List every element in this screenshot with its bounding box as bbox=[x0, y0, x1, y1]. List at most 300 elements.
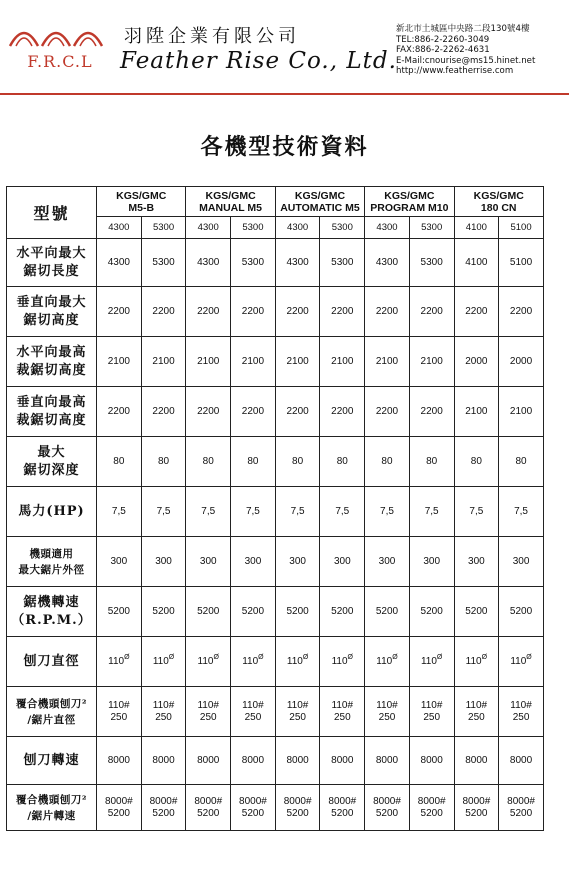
cell-value: 2200 bbox=[420, 305, 443, 317]
table-cell bbox=[499, 737, 544, 785]
table-cell bbox=[454, 239, 499, 287]
row-label bbox=[7, 387, 97, 437]
cell-value: 300 bbox=[110, 555, 128, 567]
letterhead bbox=[0, 0, 569, 96]
table-cell bbox=[275, 337, 320, 387]
table-cell bbox=[499, 537, 544, 587]
table-cell bbox=[231, 737, 276, 785]
table-row bbox=[7, 487, 544, 537]
table-row bbox=[7, 687, 544, 737]
cell-value: 80 bbox=[113, 455, 125, 467]
row-label-line: 刨刀直徑 bbox=[23, 653, 80, 669]
cell-value: 110# bbox=[197, 699, 219, 711]
diameter-sign: Ø bbox=[258, 653, 264, 661]
model-header-label: 型號 bbox=[7, 187, 97, 239]
cell-value: 5200 bbox=[197, 605, 220, 617]
cell-value: 7,5 bbox=[380, 505, 394, 517]
diameter-sign: Ø bbox=[213, 653, 219, 661]
cell-value: $110^Ø$ bbox=[510, 653, 532, 667]
table-cell bbox=[499, 487, 544, 537]
table-cell bbox=[454, 687, 499, 737]
cell-value: 5200 bbox=[375, 605, 399, 617]
cell-value: 2200 bbox=[197, 305, 220, 317]
table-cell bbox=[320, 387, 365, 437]
table-cell bbox=[454, 287, 499, 337]
table-cell bbox=[231, 687, 276, 737]
diameter-sign: Ø bbox=[302, 653, 309, 661]
cell-value: 5300 bbox=[152, 256, 175, 268]
row-label-line: （R.P.M.） bbox=[11, 612, 92, 628]
table-cell bbox=[365, 239, 410, 287]
table-cell bbox=[454, 387, 499, 437]
row-label-line: 鋸切高度 bbox=[23, 312, 80, 328]
row-label bbox=[7, 437, 97, 487]
cell-value: 2100 bbox=[152, 355, 175, 367]
cell-value: 7,5 bbox=[424, 505, 439, 517]
cell-value: 8000 bbox=[197, 754, 220, 766]
cell-value: 5200 bbox=[420, 605, 443, 617]
row-label bbox=[7, 487, 97, 537]
cell-value: 8000 bbox=[420, 754, 443, 766]
row-label bbox=[7, 687, 97, 737]
cell-value: 250 bbox=[289, 711, 306, 723]
row-label bbox=[7, 287, 97, 337]
row-label-line: 垂直向最大 bbox=[16, 294, 87, 310]
table-cell bbox=[365, 587, 410, 637]
cell-value: 300 bbox=[423, 555, 441, 567]
table-cell bbox=[186, 737, 231, 785]
cell-value: 250 bbox=[423, 711, 441, 723]
cell-value: 80 bbox=[470, 455, 482, 467]
cell-value: 250 bbox=[110, 711, 128, 723]
cell-value: 8000# bbox=[373, 795, 401, 807]
cell-value: 250 bbox=[199, 711, 217, 723]
model-length-0-1: 5300 bbox=[141, 217, 186, 239]
diameter-sign: Ø bbox=[347, 653, 353, 661]
model-name-2 bbox=[275, 187, 364, 217]
cell-value: 5200 bbox=[152, 605, 175, 617]
table-cell bbox=[186, 587, 231, 637]
table-cell bbox=[275, 537, 320, 587]
cell-value: 300 bbox=[468, 555, 485, 567]
table-cell bbox=[231, 587, 276, 637]
table-cell bbox=[275, 487, 320, 537]
cell-value: 110# bbox=[242, 699, 264, 711]
cell-value: 80 bbox=[381, 455, 393, 467]
cell-value: 110# bbox=[376, 699, 398, 711]
cell-value: 110# bbox=[286, 699, 309, 711]
row-label-line: 垂直向最高 bbox=[16, 394, 87, 410]
cell-value: 300 bbox=[289, 555, 306, 567]
cell-value: $110^Ø$ bbox=[286, 653, 309, 667]
cell-value: 8000 bbox=[331, 754, 354, 766]
row-label-line: /鋸片轉速 bbox=[27, 809, 76, 822]
table-cell bbox=[141, 239, 186, 287]
row-label bbox=[7, 737, 97, 785]
cell-value: 4300 bbox=[286, 256, 309, 268]
table-cell bbox=[186, 687, 231, 737]
table-cell bbox=[320, 239, 365, 287]
table-cell bbox=[141, 687, 186, 737]
model-name-4 bbox=[454, 187, 543, 217]
cell-value: 80 bbox=[515, 455, 527, 467]
cell-value: 2200 bbox=[152, 305, 175, 317]
model-name-line1: KGS/GMC bbox=[116, 189, 167, 202]
table-cell bbox=[365, 437, 410, 487]
contact-info bbox=[396, 24, 535, 77]
model-name-line1: KGS/GMC bbox=[294, 189, 346, 202]
cell-value: 2000 bbox=[509, 355, 533, 367]
cell-value: 2100 bbox=[509, 405, 533, 417]
row-label bbox=[7, 587, 97, 637]
cell-value: 7,5 bbox=[156, 505, 171, 517]
cell-value: 4300 bbox=[375, 256, 399, 268]
model-name-line1: KGS/GMC bbox=[473, 189, 524, 202]
table-cell bbox=[97, 487, 142, 537]
model-name-1 bbox=[186, 187, 275, 217]
row-label-line: 馬力(HP) bbox=[18, 503, 85, 519]
table-cell bbox=[365, 687, 410, 737]
table-cell bbox=[231, 637, 276, 687]
cell-value: $110^Ø$ bbox=[465, 653, 488, 667]
model-name-line2: PROGRAM M10 bbox=[370, 201, 449, 214]
model-name-line2: 180 CN bbox=[480, 201, 517, 214]
model-length-4-0: 4100 bbox=[454, 217, 499, 239]
model-length-3-1: 5300 bbox=[409, 217, 454, 239]
table-cell bbox=[454, 587, 499, 637]
cell-value: 5200 bbox=[286, 807, 309, 819]
table-cell bbox=[186, 537, 231, 587]
cell-value: 7,5 bbox=[469, 505, 484, 517]
cell-value: $110^Ø$ bbox=[152, 653, 175, 667]
table-cell bbox=[320, 737, 365, 785]
table-cell bbox=[141, 587, 186, 637]
arches-logo-icon bbox=[6, 16, 110, 56]
cell-value: 5300 bbox=[420, 256, 443, 268]
table-cell bbox=[97, 337, 142, 387]
table-cell bbox=[320, 487, 365, 537]
table-cell bbox=[97, 737, 142, 785]
table-cell bbox=[97, 437, 142, 487]
model-name-line2: MANUAL M5 bbox=[199, 201, 262, 214]
table-cell bbox=[97, 687, 142, 737]
cell-value: 8000# bbox=[104, 795, 133, 807]
cell-value: 250 bbox=[333, 711, 351, 723]
cell-value: 7,5 bbox=[245, 505, 260, 517]
cell-value: 80 bbox=[157, 455, 170, 467]
table-cell bbox=[320, 637, 365, 687]
row-label-line: 裁鋸切高度 bbox=[16, 412, 87, 428]
address-line: 新北市土城區中央路二段130號4樓 bbox=[396, 24, 530, 34]
cell-value: 110# bbox=[465, 699, 488, 711]
cell-value: 250 bbox=[512, 711, 530, 723]
cell-value: $110^Ø$ bbox=[108, 653, 130, 667]
cell-value: 5200 bbox=[331, 605, 354, 617]
row-label-line: 水平向最高 bbox=[16, 344, 87, 360]
table-cell bbox=[275, 587, 320, 637]
cell-value: 2200 bbox=[331, 405, 354, 417]
cell-value: 2200 bbox=[420, 405, 443, 417]
table-cell bbox=[320, 287, 365, 337]
table-row bbox=[7, 337, 544, 387]
row-label bbox=[7, 637, 97, 687]
cell-value: 5100 bbox=[509, 256, 533, 268]
model-name-3 bbox=[365, 187, 454, 217]
cell-value: 2100 bbox=[107, 355, 130, 367]
table-cell bbox=[141, 537, 186, 587]
table-cell bbox=[320, 587, 365, 637]
table-cell bbox=[97, 287, 142, 337]
cell-value: 2200 bbox=[107, 305, 130, 317]
row-label-line: 水平向最大 bbox=[16, 245, 87, 261]
table-row bbox=[7, 239, 544, 287]
cell-value: 5200 bbox=[286, 605, 309, 617]
cell-value: 7,5 bbox=[290, 505, 305, 517]
cell-value: 8000# bbox=[462, 795, 491, 807]
table-cell bbox=[97, 587, 142, 637]
model-length-2-1: 5300 bbox=[320, 217, 365, 239]
table-row bbox=[7, 437, 544, 487]
table-cell bbox=[320, 785, 365, 831]
tel-line: TEL:886-2-2260-3049 bbox=[396, 34, 490, 45]
table-cell bbox=[97, 537, 142, 587]
table-cell bbox=[231, 785, 276, 831]
row-label-line: 鋸機轉速 bbox=[23, 594, 80, 610]
cell-value: 2100 bbox=[420, 355, 443, 367]
cell-value: 8000 bbox=[152, 754, 175, 766]
row-label-line: 最大 bbox=[37, 444, 66, 460]
table-cell bbox=[97, 239, 142, 287]
model-name-line1: KGS/GMC bbox=[384, 189, 435, 202]
table-cell bbox=[275, 287, 320, 337]
cell-value: 5200 bbox=[375, 807, 399, 819]
cell-value: 5200 bbox=[420, 807, 443, 819]
row-label bbox=[7, 537, 97, 587]
table-cell bbox=[409, 437, 454, 487]
model-length-0-0: 4300 bbox=[97, 217, 142, 239]
cell-value: 8000 bbox=[107, 754, 130, 766]
table-cell bbox=[409, 487, 454, 537]
web-link[interactable]: http://www.featherrise.com bbox=[396, 66, 514, 77]
table-cell bbox=[454, 437, 499, 487]
cell-value: 2200 bbox=[286, 405, 309, 417]
table-cell bbox=[454, 785, 499, 831]
cell-value: 80 bbox=[292, 455, 304, 467]
cell-value: 250 bbox=[155, 711, 172, 723]
diameter-sign: Ø bbox=[481, 653, 488, 661]
table-cell bbox=[409, 239, 454, 287]
table-cell bbox=[231, 387, 276, 437]
cell-value: 5200 bbox=[509, 807, 533, 819]
cell-value: 80 bbox=[336, 455, 348, 467]
diameter-sign: Ø bbox=[168, 653, 175, 661]
table-cell bbox=[141, 337, 186, 387]
table-cell bbox=[141, 737, 186, 785]
table-cell bbox=[499, 437, 544, 487]
cell-value: 2100 bbox=[197, 355, 220, 367]
table-cell bbox=[97, 785, 142, 831]
table-row bbox=[7, 587, 544, 637]
cell-value: 2200 bbox=[241, 305, 265, 317]
model-length-3-0: 4300 bbox=[365, 217, 410, 239]
company-name-en: Feather Rise Co., Ltd. bbox=[120, 48, 397, 74]
table-cell bbox=[231, 337, 276, 387]
page-title: 各機型技術資料 bbox=[200, 135, 369, 160]
table-cell bbox=[97, 387, 142, 437]
cell-value: $110^Ø$ bbox=[376, 653, 398, 667]
header-row bbox=[7, 187, 544, 217]
table-cell bbox=[365, 487, 410, 537]
cell-value: 2200 bbox=[331, 305, 354, 317]
cell-value: 2200 bbox=[152, 405, 175, 417]
table-row bbox=[7, 287, 544, 337]
cell-value: 5300 bbox=[241, 256, 265, 268]
cell-value: 7,5 bbox=[335, 505, 350, 517]
table-cell bbox=[186, 287, 231, 337]
cell-value: 2200 bbox=[509, 305, 533, 317]
cell-value: 110# bbox=[510, 699, 532, 711]
cell-value: 7,5 bbox=[514, 505, 528, 517]
company-logo bbox=[6, 16, 110, 78]
table-cell bbox=[275, 687, 320, 737]
table-row bbox=[7, 637, 544, 687]
table-cell bbox=[499, 687, 544, 737]
cell-value: 8000 bbox=[509, 754, 533, 766]
cell-value: 5200 bbox=[197, 807, 220, 819]
logo-text: F.R.C.L bbox=[27, 52, 93, 71]
table-cell bbox=[141, 437, 186, 487]
table-cell bbox=[275, 637, 320, 687]
table-cell bbox=[141, 785, 186, 831]
cell-value: 8000# bbox=[417, 795, 446, 807]
table-cell bbox=[186, 487, 231, 537]
table-cell bbox=[409, 637, 454, 687]
cell-value: $110^Ø$ bbox=[197, 653, 219, 667]
table-cell bbox=[97, 637, 142, 687]
table-cell bbox=[409, 737, 454, 785]
table-cell bbox=[365, 785, 410, 831]
cell-value: 300 bbox=[333, 555, 351, 567]
cell-value: 4300 bbox=[197, 256, 220, 268]
table-cell bbox=[409, 287, 454, 337]
row-label-line: 裁鋸切高度 bbox=[16, 362, 87, 378]
table-cell bbox=[454, 737, 499, 785]
table-cell bbox=[186, 337, 231, 387]
row-label-line: 覆合機頭刨刀² bbox=[15, 793, 88, 806]
table-cell bbox=[320, 437, 365, 487]
table-cell bbox=[275, 387, 320, 437]
table-cell bbox=[320, 687, 365, 737]
cell-value: 5200 bbox=[241, 807, 265, 819]
row-label bbox=[7, 337, 97, 387]
table-cell bbox=[365, 737, 410, 785]
table-cell bbox=[320, 337, 365, 387]
cell-value: 5200 bbox=[465, 605, 488, 617]
cell-value: 5200 bbox=[152, 807, 175, 819]
company-name-cn: 羽陞企業有限公司 bbox=[124, 26, 300, 47]
table-cell bbox=[320, 537, 365, 587]
table-cell bbox=[231, 487, 276, 537]
cell-value: 2200 bbox=[107, 405, 130, 417]
model-length-1-1: 5300 bbox=[231, 217, 276, 239]
table-cell bbox=[186, 785, 231, 831]
table-cell bbox=[141, 387, 186, 437]
cell-value: 8000# bbox=[328, 795, 357, 807]
cell-value: 250 bbox=[378, 711, 396, 723]
cell-value: 5200 bbox=[465, 807, 488, 819]
model-length-4-1: 5100 bbox=[499, 217, 544, 239]
table-cell bbox=[141, 287, 186, 337]
diameter-sign: Ø bbox=[526, 653, 532, 661]
table-row bbox=[7, 387, 544, 437]
table-cell bbox=[365, 537, 410, 587]
table-cell bbox=[365, 337, 410, 387]
cell-value: 2100 bbox=[465, 405, 488, 417]
cell-value: 80 bbox=[247, 455, 259, 467]
row-label-line: 最大鋸片外徑 bbox=[18, 563, 85, 576]
cell-value: 2100 bbox=[286, 355, 309, 367]
table-cell bbox=[499, 785, 544, 831]
fax-line: FAX:886-2-2262-4631 bbox=[396, 45, 490, 56]
table-row bbox=[7, 785, 544, 831]
cell-value: 2200 bbox=[286, 305, 309, 317]
cell-value: 250 bbox=[244, 711, 262, 723]
table-cell bbox=[231, 437, 276, 487]
table-cell bbox=[454, 637, 499, 687]
table-cell bbox=[499, 587, 544, 637]
table-cell bbox=[409, 387, 454, 437]
cell-value: 4100 bbox=[465, 256, 488, 268]
table-row bbox=[7, 737, 544, 785]
cell-value: 110# bbox=[152, 699, 175, 711]
email-link[interactable]: E-Mail:cnourise@ms15.hinet.net bbox=[396, 55, 536, 66]
row-label-line: 覆合機頭刨刀² bbox=[15, 697, 88, 710]
model-name-line2: M5-B bbox=[128, 201, 155, 214]
spec-table bbox=[6, 186, 544, 831]
cell-value: 8000# bbox=[194, 795, 223, 807]
diameter-sign: Ø bbox=[436, 653, 443, 661]
cell-value: 5200 bbox=[331, 807, 354, 819]
table-cell bbox=[409, 785, 454, 831]
cell-value: 2100 bbox=[375, 355, 399, 367]
table-cell bbox=[365, 387, 410, 437]
cell-value: 8000# bbox=[507, 795, 535, 807]
table-cell bbox=[186, 437, 231, 487]
table-cell bbox=[186, 637, 231, 687]
cell-value: 80 bbox=[202, 455, 214, 467]
model-name-0 bbox=[97, 187, 186, 217]
row-label-line: 刨刀轉速 bbox=[23, 752, 80, 768]
table-cell bbox=[365, 287, 410, 337]
table-cell bbox=[141, 487, 186, 537]
cell-value: 2200 bbox=[197, 405, 220, 417]
header-rule bbox=[0, 93, 569, 95]
table-cell bbox=[499, 387, 544, 437]
cell-value: 2100 bbox=[331, 355, 354, 367]
table-cell bbox=[409, 537, 454, 587]
table-cell bbox=[231, 537, 276, 587]
table-cell bbox=[186, 387, 231, 437]
cell-value: 250 bbox=[468, 711, 485, 723]
table-cell bbox=[499, 239, 544, 287]
cell-value: 8000 bbox=[286, 754, 309, 766]
row-label-line: 機頭適用 bbox=[29, 547, 74, 560]
cell-value: 2100 bbox=[241, 355, 265, 367]
table-cell bbox=[499, 637, 544, 687]
row-label-line: /鋸片直徑 bbox=[27, 713, 76, 726]
cell-value: 80 bbox=[426, 455, 438, 467]
cell-value: 5300 bbox=[331, 256, 354, 268]
